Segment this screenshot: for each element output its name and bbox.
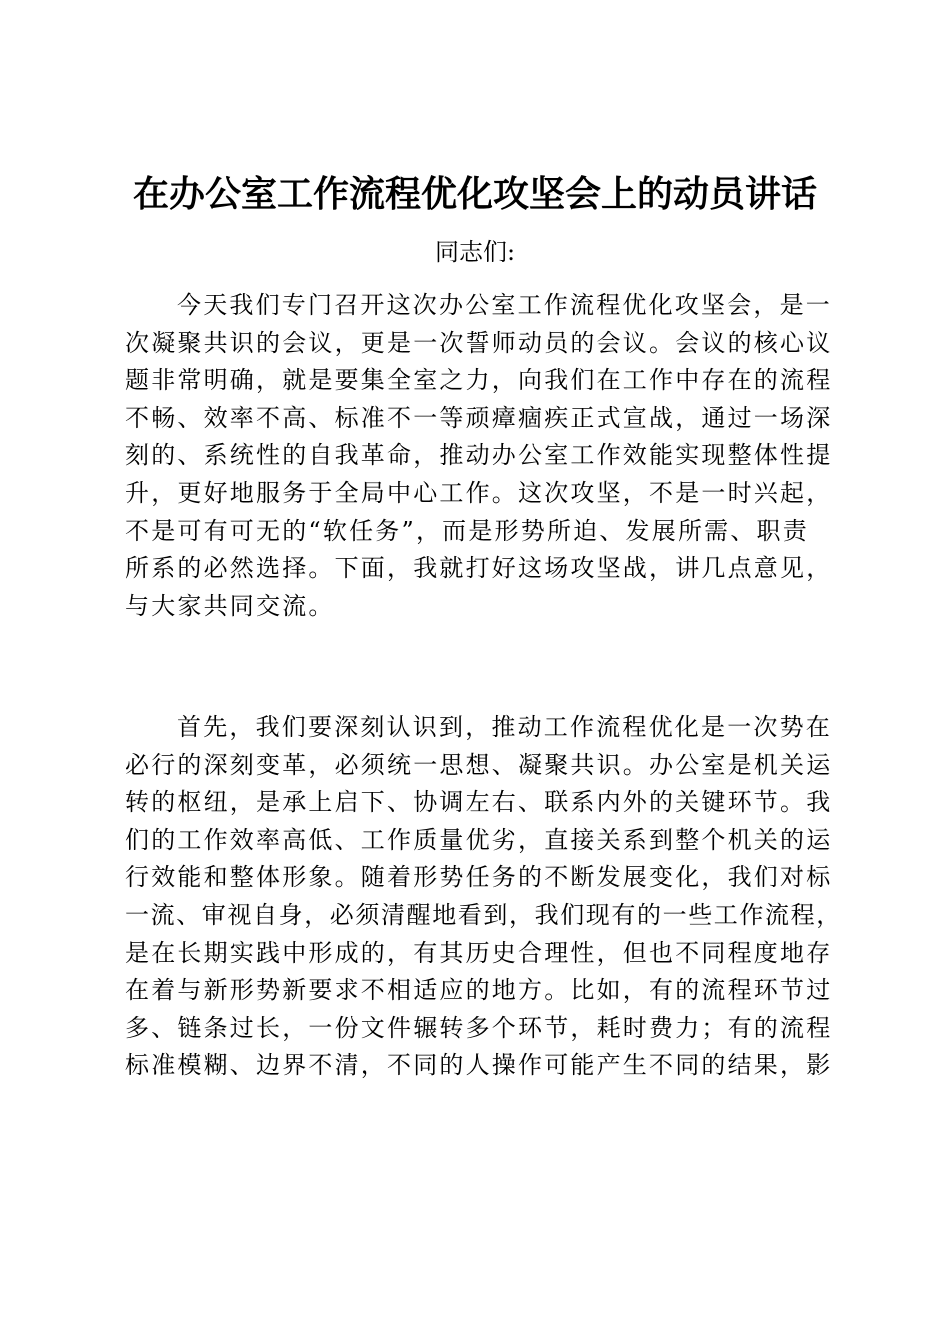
paragraph-line: 多、链条过长，一份文件辗转多个环节，耗时费力；有的流程	[125, 1013, 833, 1042]
salutation: 同志们:	[434, 238, 516, 266]
paragraph-line: 必行的深刻变革，必须统一思想、凝聚共识。办公室是机关运	[125, 750, 833, 779]
paragraph-line: 是在长期实践中形成的，有其历史合理性，但也不同程度地存	[125, 938, 833, 967]
paragraph-line: 升，更好地服务于全局中心工作。这次攻坚，不是一时兴起，	[125, 478, 833, 507]
paragraph-line: 不畅、效率不高、标准不一等顽瘴痼疾正式宣战，通过一场深	[125, 403, 833, 432]
document-title: 在办公室工作流程优化攻坚会上的动员讲话	[132, 173, 817, 215]
paragraph-line: 题非常明确，就是要集全室之力，向我们在工作中存在的流程	[125, 366, 833, 395]
paragraph-line: 行效能和整体形象。随着形势任务的不断发展变化，我们对标	[125, 863, 833, 892]
paragraph-2	[125, 709, 845, 1085]
paragraph-line: 与大家共同交流。	[125, 591, 335, 620]
paragraph-line: 首先，我们要深刻认识到，推动工作流程优化是一次势在	[177, 713, 832, 741]
paragraph-line: 转的枢纽，是承上启下、协调左右、联系内外的关键环节。我	[125, 788, 833, 817]
paragraph-line: 在着与新形势新要求不相适应的地方。比如，有的流程环节过	[125, 976, 833, 1005]
paragraph-line: 刻的、系统性的自我革命，推动办公室工作效能实现整体性提	[125, 441, 833, 470]
paragraph-line: 所系的必然选择。下面，我就打好这场攻坚战，讲几点意见，	[125, 554, 833, 583]
paragraph-1	[125, 287, 845, 625]
paragraph-line: 标准模糊、边界不清，不同的人操作可能产生不同的结果，影	[125, 1051, 833, 1080]
paragraph-line: 次凝聚共识的会议，更是一次誓师动员的会议。会议的核心议	[125, 328, 833, 357]
paragraph-line: 们的工作效率高低、工作质量优劣，直接关系到整个机关的运	[125, 825, 833, 854]
paragraph-line: 一流、审视自身，必须清醒地看到，我们现有的一些工作流程，	[125, 900, 842, 929]
paragraph-line: 今天我们专门召开这次办公室工作流程优化攻坚会，是一	[177, 291, 832, 319]
paragraph-line: 不是可有可无的“软任务”，而是形势所迫、发展所需、职责	[125, 516, 809, 545]
